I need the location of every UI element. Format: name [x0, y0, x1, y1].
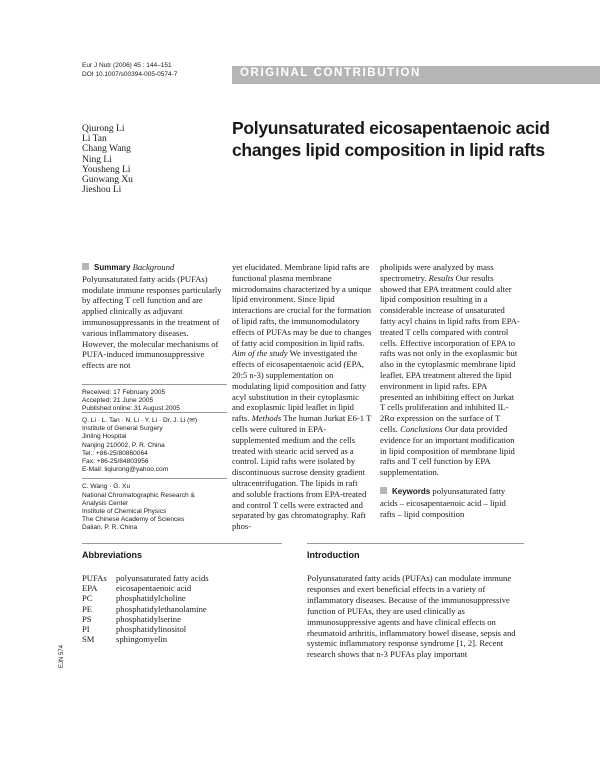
abstract-column-1: [82, 262, 222, 371]
author: Qiurong Li: [82, 124, 125, 134]
author: Yousheng Li: [82, 164, 131, 175]
affiliation-line: Jinling Hospital: [82, 433, 127, 441]
abstract-text: yet elucidated. Membrane lipid rafts are functional plasma membrane microdomains characterized by a unique lipid environment. Since lipid interactions are crucial for the formation of lipid rafts, the immunomodulatory effects of PUFAs may be due to changes of fatty acid composition in lipid rafts.: [232, 262, 372, 348]
article-dates: [82, 384, 227, 414]
background-text: Polyunsaturated fatty acids (PUFAs) modulate immune responses particularly by affecting T cell function and are applied clinically as adjuvant immunosuppressants in the treatment of various inflammatory diseases. However, the molecular mechanisms of PUFA-induced immunosuppressive effects are not: [82, 273, 222, 371]
affiliation-line: Institute of Chemical Physics: [82, 508, 167, 516]
abbreviation-value: phosphatidylserine: [116, 613, 181, 624]
affiliation-line: The Chinese Academy of Sciences: [82, 516, 185, 524]
divider: [307, 543, 524, 544]
abbreviation-value: phosphatidylinositol: [116, 624, 187, 635]
list-item: [82, 614, 209, 624]
abbreviation-key: PUFAs: [82, 573, 107, 583]
conclusions-text: Our data provided evidence for an important modification in lipid composition of membrane lipid rafts and T cell function by EPA supplementation.: [380, 423, 515, 478]
conclusions-label: Conclusions: [400, 423, 443, 434]
list-item: [82, 634, 209, 644]
author-list: [82, 124, 133, 195]
affiliation-line: Analysis Center: [82, 499, 129, 507]
journal-doi: DOI 10.1007/s00394-005-0574-7: [82, 70, 178, 78]
side-code: EJN 574: [59, 644, 65, 668]
affiliation-line: Tel.: +86-25/80860064: [82, 449, 148, 457]
list-item: [82, 593, 209, 603]
affiliation-authors: Q. Li · L. Tan · N. Li · Y. Li · Dr. J. Li (✉): [82, 417, 198, 424]
author: Guowang Xu: [82, 175, 133, 186]
published-date: Published online: 31 August 2005: [82, 405, 180, 413]
affiliation-line: Nanjing 210002, P. R. China: [82, 441, 165, 449]
list-item: [82, 604, 209, 614]
abstract-column-2: [232, 262, 372, 532]
affiliation-line: Dalian, P. R. China: [82, 524, 138, 532]
accepted-date: Accepted: 21 June 2005: [82, 397, 154, 405]
divider: [82, 478, 227, 479]
keywords: [380, 486, 520, 519]
section-banner-label: ORIGINAL CONTRIBUTION: [240, 67, 421, 79]
affiliation-line: Institute of General Surgery: [82, 425, 163, 433]
introduction-text: Polyunsaturated fatty acids (PUFAs) can modulate immune responses and exert beneficial effects in a variety of inflammatory diseases. Because of the immunosuppressive function of PUFAs, they are used clinically as immunosuppressive agents and have clinical effects on rheumatoid arthritis, inflammatory bowel disease, sepsis and systemic inflammatory response syndrome [1, 2]. Recent research shows that n-3 PUFAs play important: [307, 573, 516, 660]
results-text: Our results showed that EPA treatment could alter lipid composition resulting in a considerable increase of unsaturated fatty acyl chains in lipid rafts from EPA-treated T cells compared with control cells. Effective incorporation of EPA to rafts was not only in the exoplasmic but also in the cytoplasmic membrane lipid leaflet. EPA treatment altered the lipid environment in lipid rafts. EPA presented an inhibiting effect on Jurkat T cells proliferation and inhibited IL-2Rα expression on the surface of T cells.: [380, 272, 520, 434]
summary-label: Summary: [94, 263, 131, 272]
abbreviations-list: [82, 573, 209, 644]
abbreviation-value: phosphatidylcholine: [116, 593, 186, 604]
abbreviation-key: EPA: [82, 583, 98, 594]
affiliations: [82, 412, 227, 533]
author: Jieshou Li: [82, 185, 122, 196]
divider: [82, 412, 227, 413]
received-date: Received: 17 February 2005: [82, 389, 166, 396]
introduction-heading: Introduction: [307, 550, 360, 560]
square-bullet-icon: [380, 487, 387, 494]
keywords-label: Keywords: [392, 486, 431, 496]
list-item: [82, 583, 209, 593]
author: Ning Li: [82, 154, 112, 165]
keywords-text: polyunsaturated fatty acids – eicosapentaenoic acid – lipid rafts – lipid composition: [380, 485, 506, 519]
abbreviation-value: sphingomyelin: [116, 634, 168, 645]
abstract-column-3: [380, 262, 520, 519]
aim-label: Aim of the study: [232, 348, 288, 359]
list-item: [82, 573, 209, 583]
abbreviation-key: PC: [82, 593, 93, 604]
abbreviation-value: phosphatidylethanolamine: [116, 603, 207, 614]
author: Chang Wang: [82, 144, 131, 155]
list-item: [82, 624, 209, 634]
affiliation-authors: C. Wang · G. Xu: [82, 483, 131, 491]
square-bullet-icon: [82, 263, 89, 270]
journal-reference: [82, 62, 177, 79]
journal-citation: Eur J Nutr (2006) 45 : 144–151: [82, 62, 172, 69]
affiliation-line: National Chromatographic Research &: [82, 491, 195, 499]
article-title: Polyunsaturated eicosapentaenoic acid changes lipid composition in lipid rafts: [232, 118, 550, 160]
divider: [82, 543, 282, 544]
methods-text: The human Jurkat E6-1 T cells were cultured in EPA-supplemented medium and the cells treated with stearic acid served as a control. Lipid rafts were isolated by discontinuous sucrose density gradient ultracentrifugation. The lipids in raft and soluble fractions from EPA-treated and control T cells were extracted and separated by gas chromatography. Raft phos-: [232, 413, 372, 532]
affiliation-line: E-Mail: liqiurong@yahoo.com: [82, 466, 169, 474]
abbreviation-value: eicosapentaenoic acid: [116, 583, 192, 594]
results-label: Results: [428, 272, 454, 283]
abbreviation-key: PS: [82, 613, 92, 624]
affiliation-line: Fax: +86-25/84803956: [82, 458, 149, 466]
abbreviation-key: PI: [82, 624, 90, 635]
abbreviations-heading: Abbreviations: [82, 550, 143, 560]
abstract-text: pholipids were analyzed by mass spectrometry.: [380, 262, 494, 283]
divider: [82, 384, 227, 385]
section-banner: [232, 66, 600, 84]
abbreviation-key: PE: [82, 603, 93, 614]
abbreviation-key: SM: [82, 634, 95, 645]
author: Li Tan: [82, 134, 107, 145]
abbreviation-value: polyunsaturated fatty acids: [116, 573, 209, 583]
background-label: Background: [132, 262, 175, 272]
aim-text: We investigated the effects of eicosapentaenoic acid (EPA, 20:5 n-3) supplementation on modulating lipid composition and fatty acyl substitution in their cytoplasmic and exoplasmic lipid leaflet in lipid rafts.: [232, 348, 367, 424]
methods-label: Methods: [251, 413, 282, 424]
